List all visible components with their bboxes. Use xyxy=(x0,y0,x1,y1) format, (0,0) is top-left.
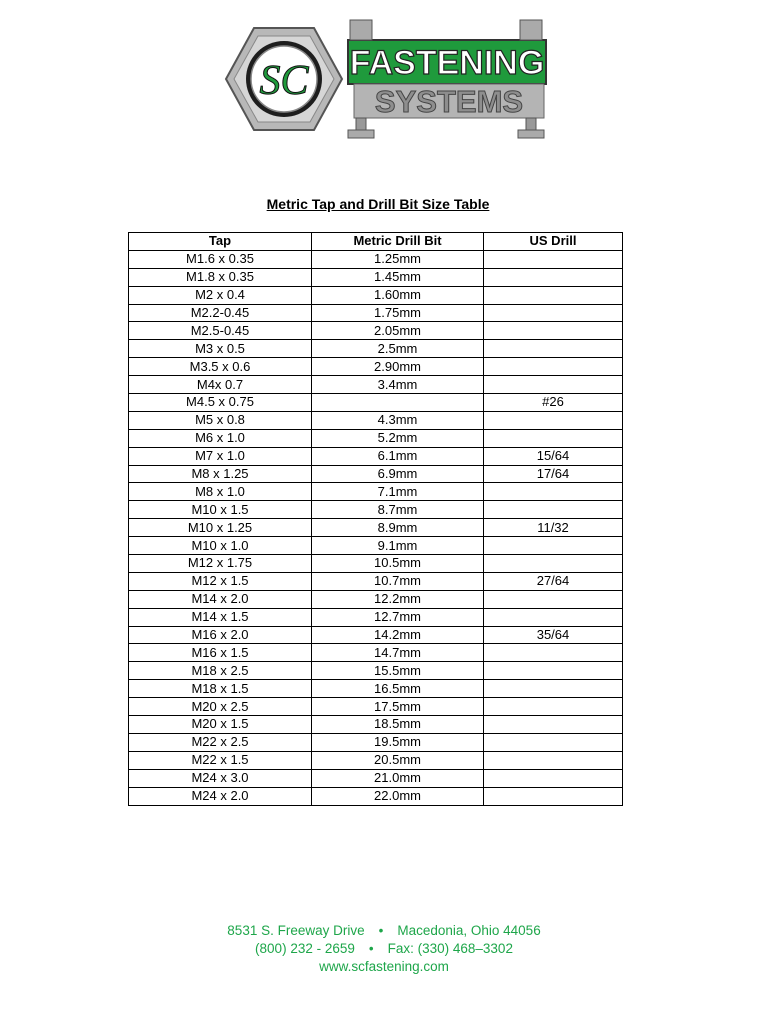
cell-tap: M24 x 2.0 xyxy=(129,787,312,805)
cell-us-drill xyxy=(484,340,623,358)
table-row xyxy=(129,447,623,465)
cell-metric-drill-bit: 10.7mm xyxy=(312,572,484,590)
table-row xyxy=(129,394,623,412)
cell-tap: M2.5-0.45 xyxy=(129,322,312,340)
table-row xyxy=(129,608,623,626)
table-row xyxy=(129,376,623,394)
cell-metric-drill-bit: 2.05mm xyxy=(312,322,484,340)
cell-us-drill xyxy=(484,411,623,429)
cell-us-drill xyxy=(484,608,623,626)
cell-metric-drill-bit: 7.1mm xyxy=(312,483,484,501)
table-row xyxy=(129,787,623,805)
page-title: Metric Tap and Drill Bit Size Table xyxy=(266,196,490,212)
footer-address: 8531 S. Freeway Drive xyxy=(227,923,365,938)
cell-us-drill xyxy=(484,358,623,376)
header-metric-drill-bit: Metric Drill Bit xyxy=(312,233,484,251)
table-row xyxy=(129,304,623,322)
logo-monogram: SC xyxy=(259,58,309,104)
cell-tap: M16 x 2.0 xyxy=(129,626,312,644)
table-row xyxy=(129,340,623,358)
cell-metric-drill-bit: 3.4mm xyxy=(312,376,484,394)
cell-us-drill xyxy=(484,733,623,751)
cell-tap: M4.5 x 0.75 xyxy=(129,394,312,412)
cell-metric-drill-bit: 8.9mm xyxy=(312,519,484,537)
cell-us-drill xyxy=(484,537,623,555)
cell-us-drill: 15/64 xyxy=(484,447,623,465)
table-row xyxy=(129,590,623,608)
cell-metric-drill-bit: 9.1mm xyxy=(312,537,484,555)
table-row xyxy=(129,733,623,751)
footer-city: Macedonia, Ohio 44056 xyxy=(397,923,541,938)
cell-metric-drill-bit: 14.7mm xyxy=(312,644,484,662)
table-row xyxy=(129,483,623,501)
cell-tap: M6 x 1.0 xyxy=(129,429,312,447)
cell-metric-drill-bit: 1.25mm xyxy=(312,250,484,268)
cell-metric-drill-bit: 4.3mm xyxy=(312,411,484,429)
cell-metric-drill-bit: 1.45mm xyxy=(312,268,484,286)
cell-us-drill xyxy=(484,662,623,680)
cell-metric-drill-bit xyxy=(312,394,484,412)
cell-metric-drill-bit: 15.5mm xyxy=(312,662,484,680)
table-row xyxy=(129,286,623,304)
bolt-icon xyxy=(350,20,372,40)
table-row xyxy=(129,358,623,376)
cell-metric-drill-bit: 2.5mm xyxy=(312,340,484,358)
footer-fax: Fax: (330) 468–3302 xyxy=(387,941,513,956)
cell-us-drill: 27/64 xyxy=(484,572,623,590)
table-row xyxy=(129,501,623,519)
cell-us-drill xyxy=(484,376,623,394)
table-row xyxy=(129,322,623,340)
cell-us-drill xyxy=(484,268,623,286)
cell-tap: M7 x 1.0 xyxy=(129,447,312,465)
table-row xyxy=(129,626,623,644)
footer-bullet: • xyxy=(368,941,374,956)
cell-us-drill xyxy=(484,644,623,662)
table-row xyxy=(129,769,623,787)
cell-metric-drill-bit: 6.1mm xyxy=(312,447,484,465)
cell-metric-drill-bit: 12.7mm xyxy=(312,608,484,626)
cell-metric-drill-bit: 14.2mm xyxy=(312,626,484,644)
cell-metric-drill-bit: 10.5mm xyxy=(312,555,484,573)
cell-tap: M5 x 0.8 xyxy=(129,411,312,429)
company-logo xyxy=(214,18,554,140)
cell-us-drill xyxy=(484,483,623,501)
cell-tap: M14 x 1.5 xyxy=(129,608,312,626)
table-row xyxy=(129,698,623,716)
cell-tap: M22 x 1.5 xyxy=(129,751,312,769)
table-row xyxy=(129,411,623,429)
cell-us-drill xyxy=(484,769,623,787)
cell-us-drill xyxy=(484,751,623,769)
logo-line1: FASTENING xyxy=(349,44,545,82)
cell-metric-drill-bit: 1.60mm xyxy=(312,286,484,304)
bolt-icon xyxy=(520,20,542,40)
cell-tap: M1.8 x 0.35 xyxy=(129,268,312,286)
cell-tap: M8 x 1.25 xyxy=(129,465,312,483)
cell-us-drill xyxy=(484,429,623,447)
footer xyxy=(0,922,768,976)
cell-tap: M18 x 2.5 xyxy=(129,662,312,680)
table-row xyxy=(129,572,623,590)
cell-tap: M20 x 2.5 xyxy=(129,698,312,716)
cell-us-drill xyxy=(484,322,623,340)
table-row xyxy=(129,465,623,483)
cell-us-drill xyxy=(484,698,623,716)
cell-tap: M24 x 3.0 xyxy=(129,769,312,787)
cell-metric-drill-bit: 19.5mm xyxy=(312,733,484,751)
cell-us-drill xyxy=(484,787,623,805)
cell-tap: M18 x 1.5 xyxy=(129,680,312,698)
cell-us-drill xyxy=(484,501,623,519)
cell-tap: M20 x 1.5 xyxy=(129,716,312,734)
cell-tap: M14 x 2.0 xyxy=(129,590,312,608)
cell-tap: M10 x 1.0 xyxy=(129,537,312,555)
cell-metric-drill-bit: 1.75mm xyxy=(312,304,484,322)
logo-line2: SYSTEMS xyxy=(374,84,524,119)
cell-us-drill: 35/64 xyxy=(484,626,623,644)
cell-metric-drill-bit: 16.5mm xyxy=(312,680,484,698)
cell-us-drill xyxy=(484,304,623,322)
cell-us-drill xyxy=(484,250,623,268)
table-row xyxy=(129,250,623,268)
cell-tap: M22 x 2.5 xyxy=(129,733,312,751)
table-row xyxy=(129,662,623,680)
table-row xyxy=(129,555,623,573)
table-row xyxy=(129,644,623,662)
footer-website[interactable]: www.scfastening.com xyxy=(319,959,449,974)
cell-tap: M3.5 x 0.6 xyxy=(129,358,312,376)
cell-tap: M2.2-0.45 xyxy=(129,304,312,322)
header-us-drill: US Drill xyxy=(484,233,623,251)
cell-tap: M16 x 1.5 xyxy=(129,644,312,662)
cell-metric-drill-bit: 17.5mm xyxy=(312,698,484,716)
footer-line-2 xyxy=(0,940,768,958)
table-row xyxy=(129,680,623,698)
cell-us-drill xyxy=(484,680,623,698)
table-row xyxy=(129,429,623,447)
cell-us-drill xyxy=(484,555,623,573)
table-header-row xyxy=(129,233,623,251)
footer-line-1 xyxy=(0,922,768,940)
cell-metric-drill-bit: 5.2mm xyxy=(312,429,484,447)
tap-drill-table xyxy=(128,232,623,806)
cell-metric-drill-bit: 8.7mm xyxy=(312,501,484,519)
cell-tap: M10 x 1.5 xyxy=(129,501,312,519)
cell-metric-drill-bit: 12.2mm xyxy=(312,590,484,608)
cell-metric-drill-bit: 21.0mm xyxy=(312,769,484,787)
cell-tap: M2 x 0.4 xyxy=(129,286,312,304)
cell-us-drill xyxy=(484,286,623,304)
cell-tap: M12 x 1.5 xyxy=(129,572,312,590)
table-row xyxy=(129,268,623,286)
cell-metric-drill-bit: 2.90mm xyxy=(312,358,484,376)
footer-bullet: • xyxy=(378,923,384,938)
cell-tap: M10 x 1.25 xyxy=(129,519,312,537)
cell-tap: M12 x 1.75 xyxy=(129,555,312,573)
cell-tap: M4x 0.7 xyxy=(129,376,312,394)
cell-metric-drill-bit: 6.9mm xyxy=(312,465,484,483)
cell-us-drill: 11/32 xyxy=(484,519,623,537)
cell-us-drill xyxy=(484,590,623,608)
table-row xyxy=(129,751,623,769)
cell-metric-drill-bit: 20.5mm xyxy=(312,751,484,769)
table-row xyxy=(129,537,623,555)
footer-phone: (800) 232 - 2659 xyxy=(255,941,355,956)
cell-tap: M8 x 1.0 xyxy=(129,483,312,501)
cell-tap: M1.6 x 0.35 xyxy=(129,250,312,268)
cell-metric-drill-bit: 18.5mm xyxy=(312,716,484,734)
table-row xyxy=(129,716,623,734)
cell-us-drill: #26 xyxy=(484,394,623,412)
cell-us-drill xyxy=(484,716,623,734)
cell-tap: M3 x 0.5 xyxy=(129,340,312,358)
footer-line-3 xyxy=(0,958,768,976)
header-tap: Tap xyxy=(129,233,312,251)
cell-metric-drill-bit: 22.0mm xyxy=(312,787,484,805)
cell-us-drill: 17/64 xyxy=(484,465,623,483)
table-row xyxy=(129,519,623,537)
